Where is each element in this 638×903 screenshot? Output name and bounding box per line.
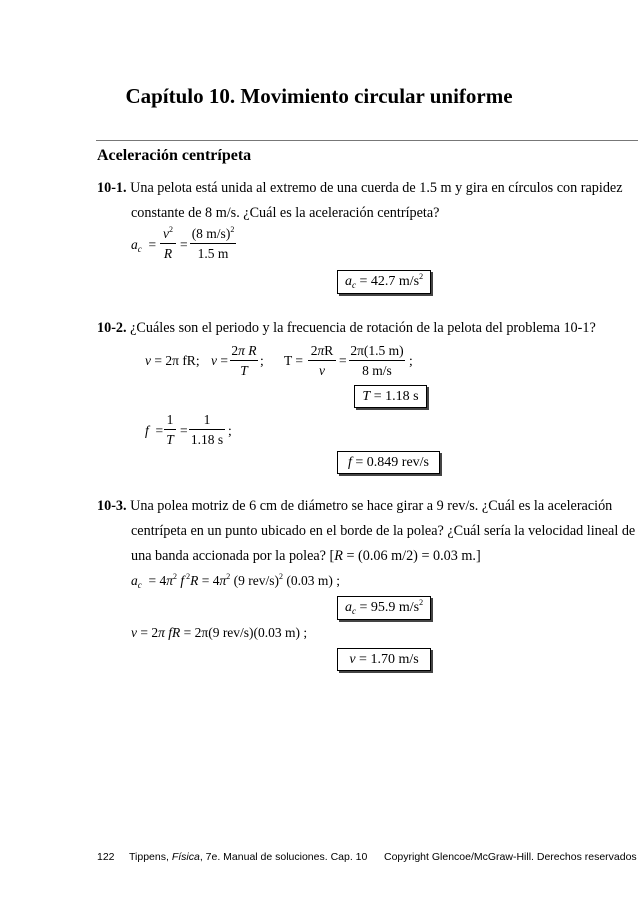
section-heading: Aceleración centrípeta [97,147,252,164]
fraction-t-values: 2π(1.5 m) 8 m/s [350,343,404,378]
answer-box-period: T = 1.18 s [354,385,427,408]
answer-box-ac-pulley: $a_c = 95.9$ $m/s^2$ [337,596,431,620]
semicolon: ; [260,353,264,368]
answer-box-frequency: f = 0.849 rev/s [337,451,440,474]
page-title: Capítulo 10. Movimiento circular uniforme [125,84,513,108]
equation-ac-pulley: $a_c = 4\pi^2$ f $^2R = 4\pi^2$ (9 rev/s)$^2$ (0.03 m) ; [131,572,341,590]
equation-v-2pifr: v = 2π fR; [145,353,200,368]
section-divider [96,140,638,141]
problem-10-3-line1: 10-3. Una polea motriz de 6 cm de diámetro se hace girar a 9 rev/s. ¿Cuál es la aceleración [97,498,613,514]
fraction-1-over-t: 1 T [164,412,176,448]
page-number: 122 [97,851,115,863]
equals-sign: = [180,237,188,252]
problem-10-1-line1: 10-1. Una pelota está unida al extremo de una cuerda de 1.5 m y gira en círculos con rapidez [97,180,623,196]
equals-sign: = [339,353,347,368]
semicolon: ; [228,423,232,438]
answer-box-velocity: v = 1.70 m/s [337,648,431,671]
equals-sign: = [180,423,188,438]
footer-copyright: Copyright Glencoe/McGraw-Hill. Derechos reservados [384,851,637,863]
problem-10-2-line1: 10-2. ¿Cuáles son el periodo y la frecuencia de rotación de la pelota del problema 10-1? [97,320,596,336]
problem-number: 10-1. [97,180,127,196]
fraction-values: (8 m/s)$^2$ 1.5 m [191,225,235,261]
equation-v-pulley: v = 2π fR = 2π(9 rev/s)(0.03 m) ; [131,625,308,640]
problem-10-3-line3: una banda accionada por la polea? [R = (0.06 m/2) = 0.03 m.] [131,548,481,564]
equation-t-lhs: T = [284,353,303,368]
answer-box-ac: $a_c = 42.7$ $m/s^2$ [337,270,431,294]
semicolon: ; [409,353,413,368]
problem-number: 10-2. [97,320,127,336]
fraction-2pir-over-t: 2π R T [231,343,257,378]
equation-f-lhs: f = [145,423,164,438]
equation-v-lhs: v = [211,353,228,368]
fraction-f-values: 1 1.18 s [190,412,224,447]
fraction-2pir-over-v: 2πR v [308,343,336,379]
problem-number: 10-3. [97,498,127,514]
problem-10-1-line2: constante de 8 m/s. ¿Cuál es la aceleración centrípeta? [131,205,440,221]
equation-ac-lhs: $a_c$ = [131,237,157,254]
problem-10-3-line2: centrípeta en un punto ubicado en el borde de la polea? ¿Cuál sería la velocidad lineal de [131,523,636,539]
footer-book-reference: Tippens, Física, 7e. Manual de soluciones. Cap. 10 [129,851,368,863]
fraction-v2-over-r: $v^2$ R [160,226,176,262]
